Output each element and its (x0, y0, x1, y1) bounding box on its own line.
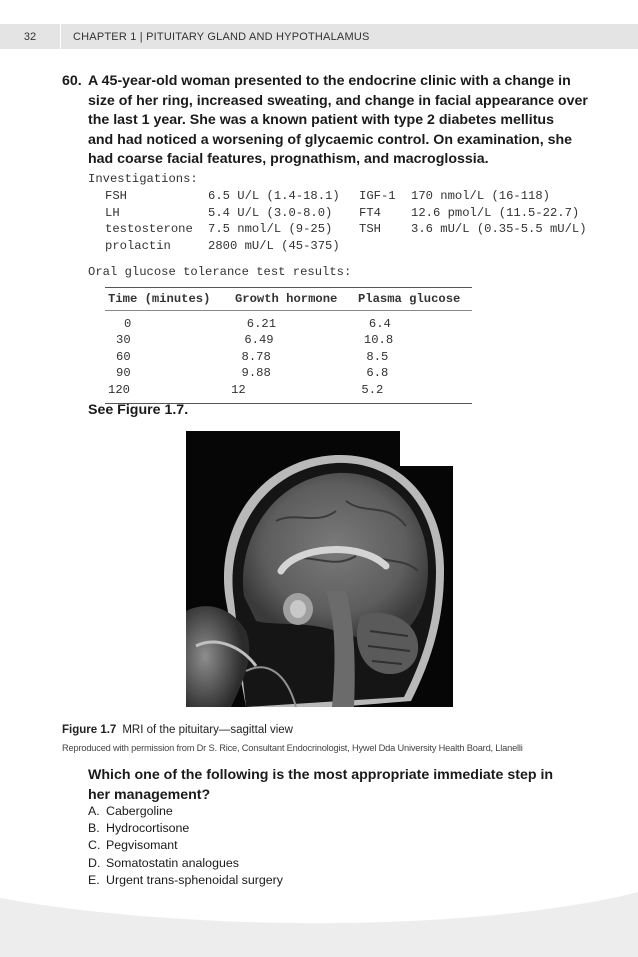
column-header: Growth hormone (234, 292, 338, 306)
test-result: 170 nmol/L (16-118) (411, 189, 550, 203)
glucose-cell: 10.8 (363, 333, 394, 348)
ogtt-title: Oral glucose tolerance test results: (88, 265, 352, 279)
gh-cell: 12 (231, 382, 246, 397)
time-cell: 0 (124, 317, 132, 331)
question-prompt (88, 766, 588, 805)
table-row (105, 350, 472, 366)
option-letter: D. (88, 855, 101, 870)
glucose-cell: 8.5 (366, 349, 389, 364)
time-cell: 60 (116, 349, 131, 364)
page-number: 32 (23, 30, 37, 43)
gh-cell: 9.88 (241, 366, 271, 381)
question-line: A 45-year-old woman presented to the endocrine clinic with a change in (88, 73, 571, 89)
test-name: prolactin (105, 238, 171, 253)
question-number: 60. (62, 73, 82, 89)
option-text: Urgent trans-sphenoidal surgery (106, 872, 284, 887)
chapter-title: CHAPTER 1 | PITUITARY GLAND AND HYPOTHALAMUS (73, 30, 370, 43)
answer-option[interactable] (88, 804, 283, 821)
investigation-row (105, 206, 595, 223)
investigation-row (105, 189, 595, 206)
ogtt-table (105, 287, 472, 404)
question-line: the last 1 year. She was a known patient with type 2 diabetes mellitus (88, 112, 554, 128)
figure-credit: Reproduced with permission from Dr S. Rice, Consultant Endocrinologist, Hywel Dda University Health Board, Llanelli (62, 743, 523, 753)
glucose-cell: 5.2 (361, 382, 384, 397)
question-line: and had noticed a worsening of glycaemic control. On examination, she (88, 131, 573, 148)
test-name: FSH (105, 189, 127, 203)
test-name: testosterone (105, 222, 193, 236)
footer-decoration (0, 880, 638, 957)
answer-option[interactable] (88, 821, 283, 838)
test-result: 3.6 mU/L (0.35-5.5 mU/L) (411, 222, 587, 236)
option-text: Hydrocortisone (106, 821, 190, 836)
option-letter: C. (88, 838, 101, 853)
table-row (105, 366, 472, 382)
test-result: 7.5 nmol/L (9-25) (208, 222, 333, 236)
table-header-row (105, 288, 472, 310)
figure-caption-text: MRI of the pituitary—sagittal view (122, 724, 293, 736)
table-row (105, 333, 472, 349)
time-cell: 90 (116, 366, 131, 381)
investigations-title: Investigations: (88, 172, 198, 186)
test-result: 12.6 pmol/L (11.5-22.7) (411, 205, 580, 220)
test-name: FT4 (359, 205, 381, 220)
investigations-list (105, 189, 595, 255)
option-letter: B. (88, 821, 100, 836)
option-text: Pegvisomant (106, 838, 178, 853)
test-name: LH (105, 205, 120, 220)
test-name: TSH (359, 222, 381, 236)
table-body (105, 311, 472, 399)
time-cell: 120 (108, 382, 130, 397)
gh-cell: 6.21 (246, 317, 277, 331)
investigation-row (105, 222, 595, 239)
question-text (88, 72, 588, 170)
mri-illustration (186, 431, 453, 707)
glucose-cell: 6.4 (368, 317, 391, 331)
option-text: Cabergoline (106, 804, 173, 818)
question-line: size of her ring, increased sweating, and change in facial appearance over (88, 92, 588, 109)
question-line: had coarse facial features, prognathism, and macroglossia. (88, 151, 489, 167)
gh-cell: 6.49 (244, 333, 274, 348)
figure-label: Figure 1.7 (62, 724, 117, 736)
table-row (105, 317, 472, 333)
option-letter: E. (88, 872, 100, 887)
see-figure-reference: See Figure 1.7. (88, 402, 189, 418)
table-row (105, 383, 472, 399)
option-text: Somatostatin analogues (106, 855, 239, 870)
test-result: 2800 mU/L (45-375) (208, 238, 340, 253)
figure-caption (62, 724, 293, 736)
column-header: Time (minutes) (108, 292, 211, 306)
running-header (0, 24, 638, 49)
answer-options (88, 804, 283, 890)
time-cell: 30 (116, 333, 131, 348)
gh-cell: 8.78 (241, 349, 271, 364)
column-header: Plasma glucose (357, 292, 461, 306)
answer-option[interactable] (88, 856, 283, 873)
investigation-row (105, 239, 595, 256)
test-result: 5.4 U/L (3.0-8.0) (208, 205, 333, 220)
answer-option[interactable] (88, 838, 283, 855)
test-name: IGF-1 (359, 189, 396, 203)
glucose-cell: 6.8 (366, 366, 389, 381)
test-result: 6.5 U/L (1.4-18.1) (208, 189, 340, 203)
prompt-line: her management? (88, 786, 211, 803)
mri-sagittal-image (186, 431, 453, 707)
option-letter: A. (88, 804, 100, 818)
prompt-line: Which one of the following is the most appropriate immediate step in (88, 767, 554, 783)
